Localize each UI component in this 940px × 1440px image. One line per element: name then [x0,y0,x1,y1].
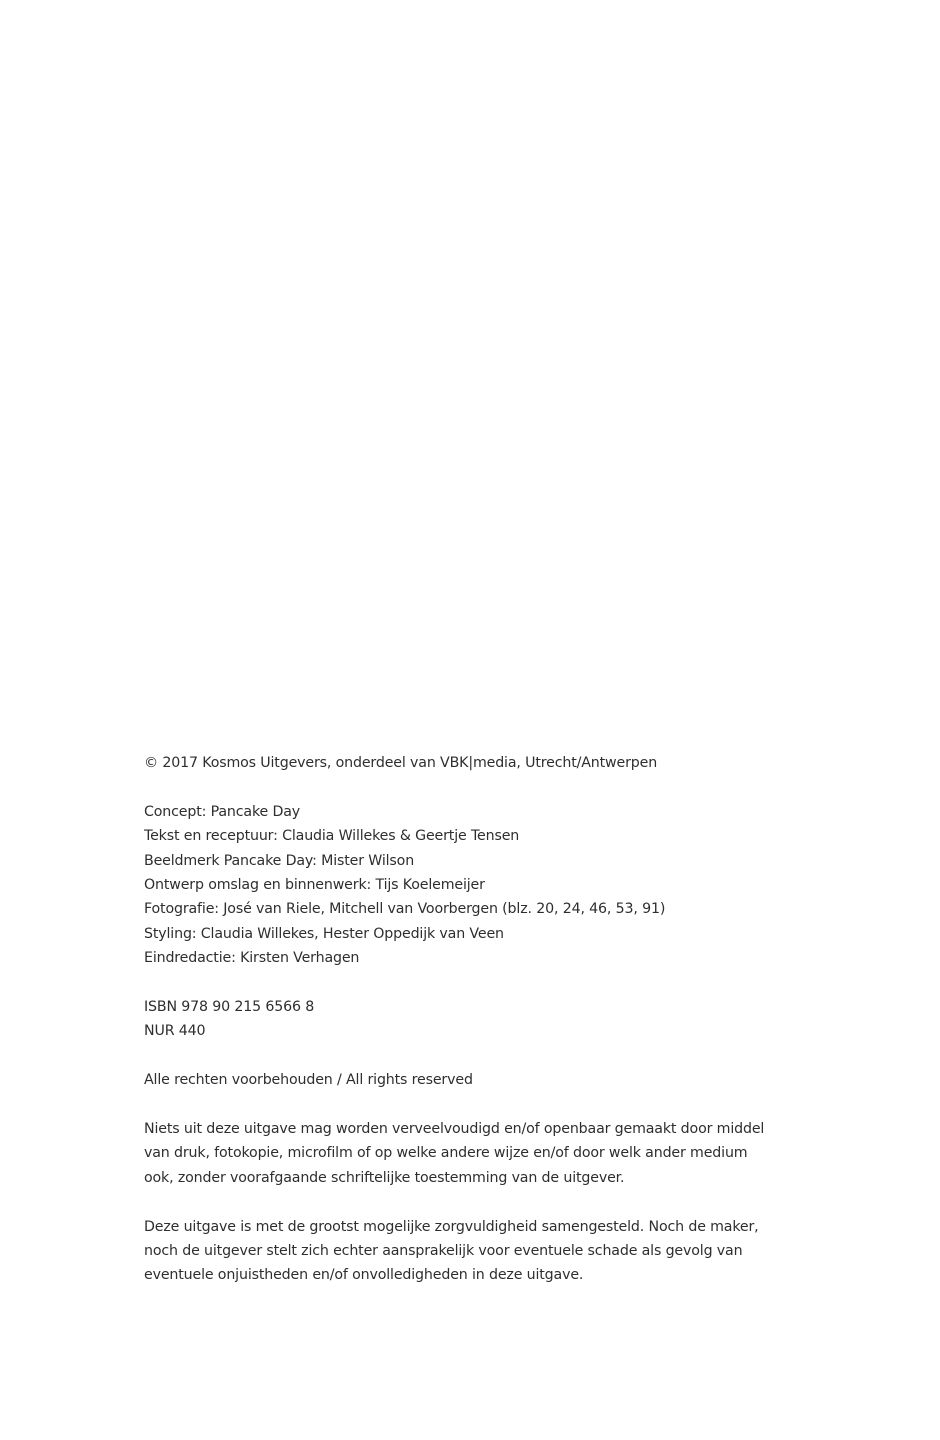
disclaimer-line: Niets uit deze uitgave mag worden verveelvoudigd en/of openbaar gemaakt door middel [144,1121,765,1138]
disclaimer-line: eventuele onjuistheden en/of onvolledigheden in deze uitgave. [144,1267,584,1284]
credit-text-recipes: Tekst en receptuur: Claudia Willekes & Geertje Tensen [144,828,520,845]
disclaimer-line: Deze uitgave is met de grootst mogelijke zorgvuldigheid samengesteld. Noch de maker, [144,1218,759,1235]
colophon [144,751,804,1312]
reproduction-disclaimer [144,1117,804,1190]
credit-photography: Fotografie: José van Riele, Mitchell van Voorbergen (blz. 20, 24, 46, 53, 91) [144,901,666,918]
rights-block [144,1068,804,1092]
identifiers-block [144,995,804,1044]
copyright-block [144,751,804,775]
isbn: ISBN 978 90 215 6566 8 [144,999,315,1016]
copyright-line: © 2017 Kosmos Uitgevers, onderdeel van VBK|media, Utrecht/Antwerpen [144,755,658,771]
rights-statement: Alle rechten voorbehouden / All rights reserved [144,1072,473,1089]
credits-block [144,800,804,971]
credit-styling: Styling: Claudia Willekes, Hester Oppedijk van Veen [144,925,504,942]
disclaimer-line: van druk, fotokopie, microfilm of op welke andere wijze en/of door welk ander medium [144,1145,748,1162]
credit-concept: Concept: Pancake Day [144,803,301,820]
nur-code: NUR 440 [144,1023,206,1040]
credit-editing: Eindredactie: Kirsten Verhagen [144,950,360,967]
credit-logo: Beeldmerk Pancake Day: Mister Wilson [144,852,415,869]
disclaimer-line: ook, zonder voorafgaande schriftelijke toestemming van de uitgever. [144,1169,625,1186]
disclaimer-line: noch de uitgever stelt zich echter aansprakelijk voor eventuele schade als gevolg van [144,1243,743,1260]
liability-disclaimer [144,1215,804,1288]
credit-design: Ontwerp omslag en binnenwerk: Tijs Koelemeijer [144,877,485,894]
